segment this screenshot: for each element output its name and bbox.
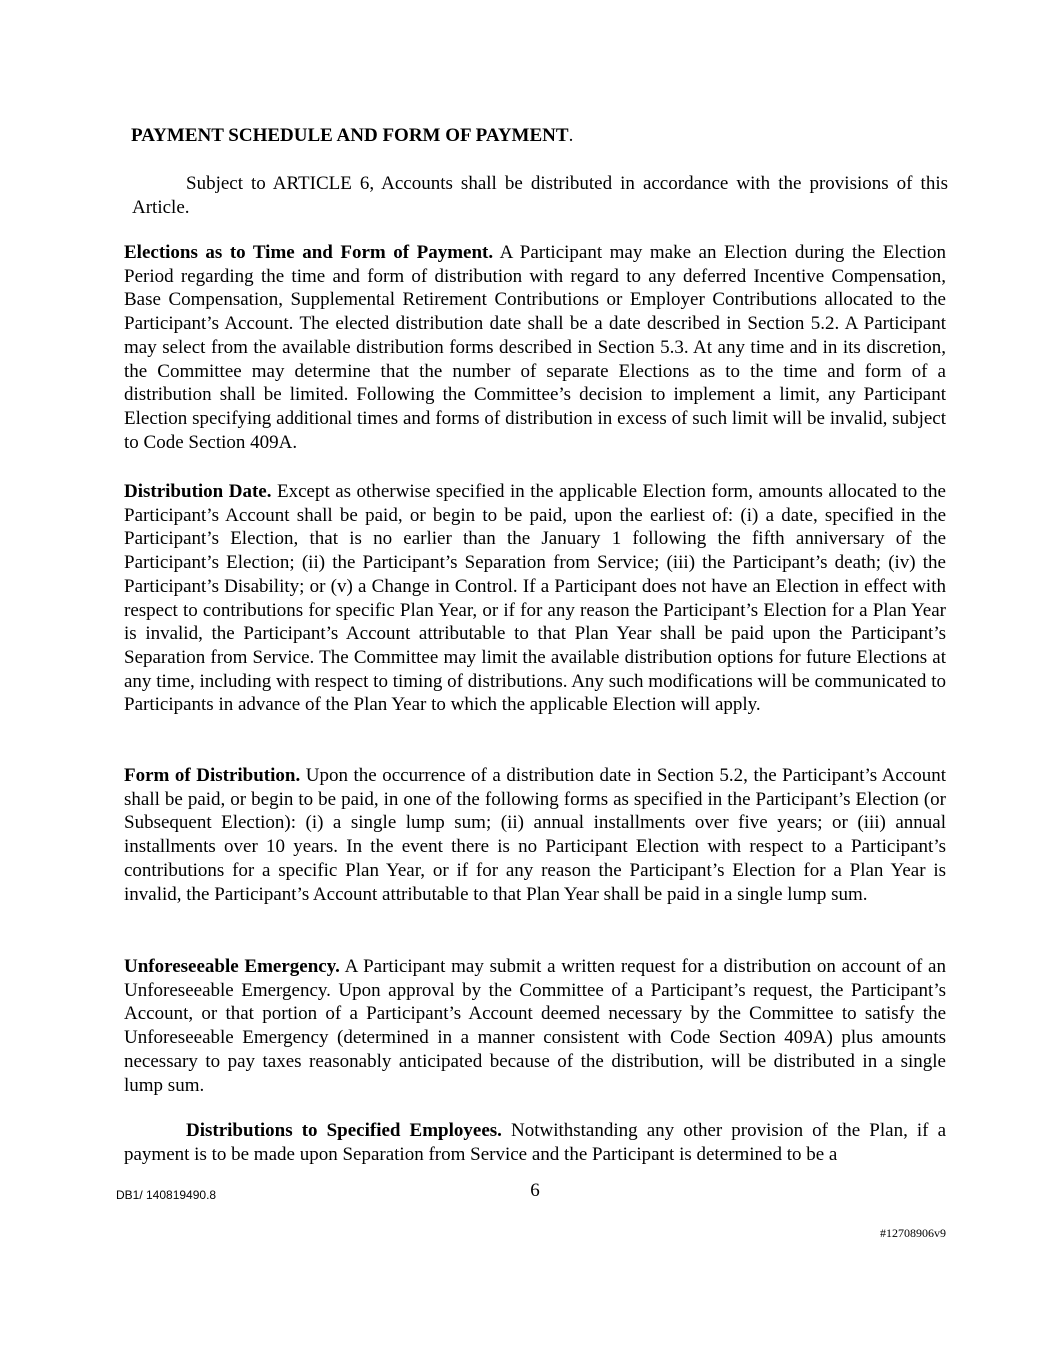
paragraph-specified-employees <box>124 1119 946 1166</box>
paragraph-unforeseeable-emergency <box>124 955 946 1097</box>
intro-paragraph: Subject to ARTICLE 6, Accounts shall be distributed in accordance with the provisions of this Article. <box>132 173 948 218</box>
paragraph-title: Distributions to Specified Employees. <box>186 1120 502 1141</box>
paragraph-body: Notwithstanding any other provision of the Plan, if a payment is to be made upon Separation from Service and the Participant is determined to be a <box>124 1120 947 1165</box>
section-heading-period: . <box>568 125 574 146</box>
paragraph-distribution-date <box>124 480 946 717</box>
section-heading <box>131 124 573 148</box>
paragraph-form-of-distribution <box>124 764 946 906</box>
paragraph-title: Form of Distribution. <box>124 765 301 786</box>
footer-version-tag: #12708906v9 <box>880 1226 946 1240</box>
paragraph-body: Upon the occurrence of a distribution date in Section 5.2, the Participant’s Account shall be paid, or begin to be paid, in one of the following forms as specified in the Participant’s Election (or Subsequent Election): (i) a single lump sum; (ii) annual installments over five years; or (iii) annual installments over 10 years. In the event there is no Participant Election with respect to a Participant’s contributions for a specific Plan Year, or if for any reason the Participant’s Election for a Plan Year is invalid, the Participant’s Account attributable to that Plan Year shall be paid in a single lump sum. <box>124 765 946 905</box>
paragraph-title: Unforeseeable Emergency. <box>124 956 340 977</box>
paragraph-elections <box>124 241 946 454</box>
footer-document-id: DB1/ 140819490.8 <box>116 1188 217 1202</box>
paragraph-title: Distribution Date. <box>124 481 272 502</box>
page-number: 6 <box>530 1180 540 1201</box>
section-heading-title: PAYMENT SCHEDULE AND FORM OF PAYMENT <box>131 125 569 146</box>
paragraph-body: A Participant may make an Election during the Election Period regarding the time and form of distribution with regard to any deferred Incentive Compensation, Base Compensation, Supplemental Retirement Contributions or Employer Contributions allocated to the Participant’s Account. The elected distribution date shall be a date described in Section 5.2. A Participant may select from the available distribution forms described in Section 5.3. At any time and in its discretion, the Committee may determine that the number of separate Elections as to the time and form of a distribution shall be limited. Following the Committee’s decision to implement a limit, any Participant Election specifying additional times and forms of distribution in excess of such limit will be invalid, subject to Code Section 409A. <box>124 242 947 453</box>
paragraph-body: A Participant may submit a written request for a distribution on account of an Unforeseeable Emergency. Upon approval by the Committee of a Participant’s request, the Participant’s Account, or that portion of a Participant’s Account deemed necessary by the Committee to satisfy the Unforeseeable Emergency (determined in a manner consistent with Code Section 409A) plus amounts necessary to pay taxes reasonably anticipated because of the distribution, will be distributed in a single lump sum. <box>124 956 946 1096</box>
paragraph-body: Except as otherwise specified in the applicable Election form, amounts allocated to the Participant’s Account shall be paid, or begin to be paid, upon the earliest of: (i) a date, specified in the Participant’s Election, that is no earlier than the January 1 following the fifth anniversary of the Participant’s Election; (ii) the Participant’s Separation from Service; (iii) the Participant’s death; (iv) the Participant’s Disability; or (v) a Change in Control. If a Participant does not have an Election in effect with respect to contributions for specific Plan Year, or if for any reason the Participant’s Election for a Plan Year is invalid, the Participant’s Account attributable to that Plan Year shall be paid upon the Participant’s Separation from Service. The Committee may limit the available distribution options for future Elections at any time, including with respect to timing of distributions. Any such modifications will be communicated to Participants in advance of the Plan Year to which the applicable Election will apply. <box>124 481 946 716</box>
paragraph-title: Elections as to Time and Form of Payment. <box>124 242 494 263</box>
